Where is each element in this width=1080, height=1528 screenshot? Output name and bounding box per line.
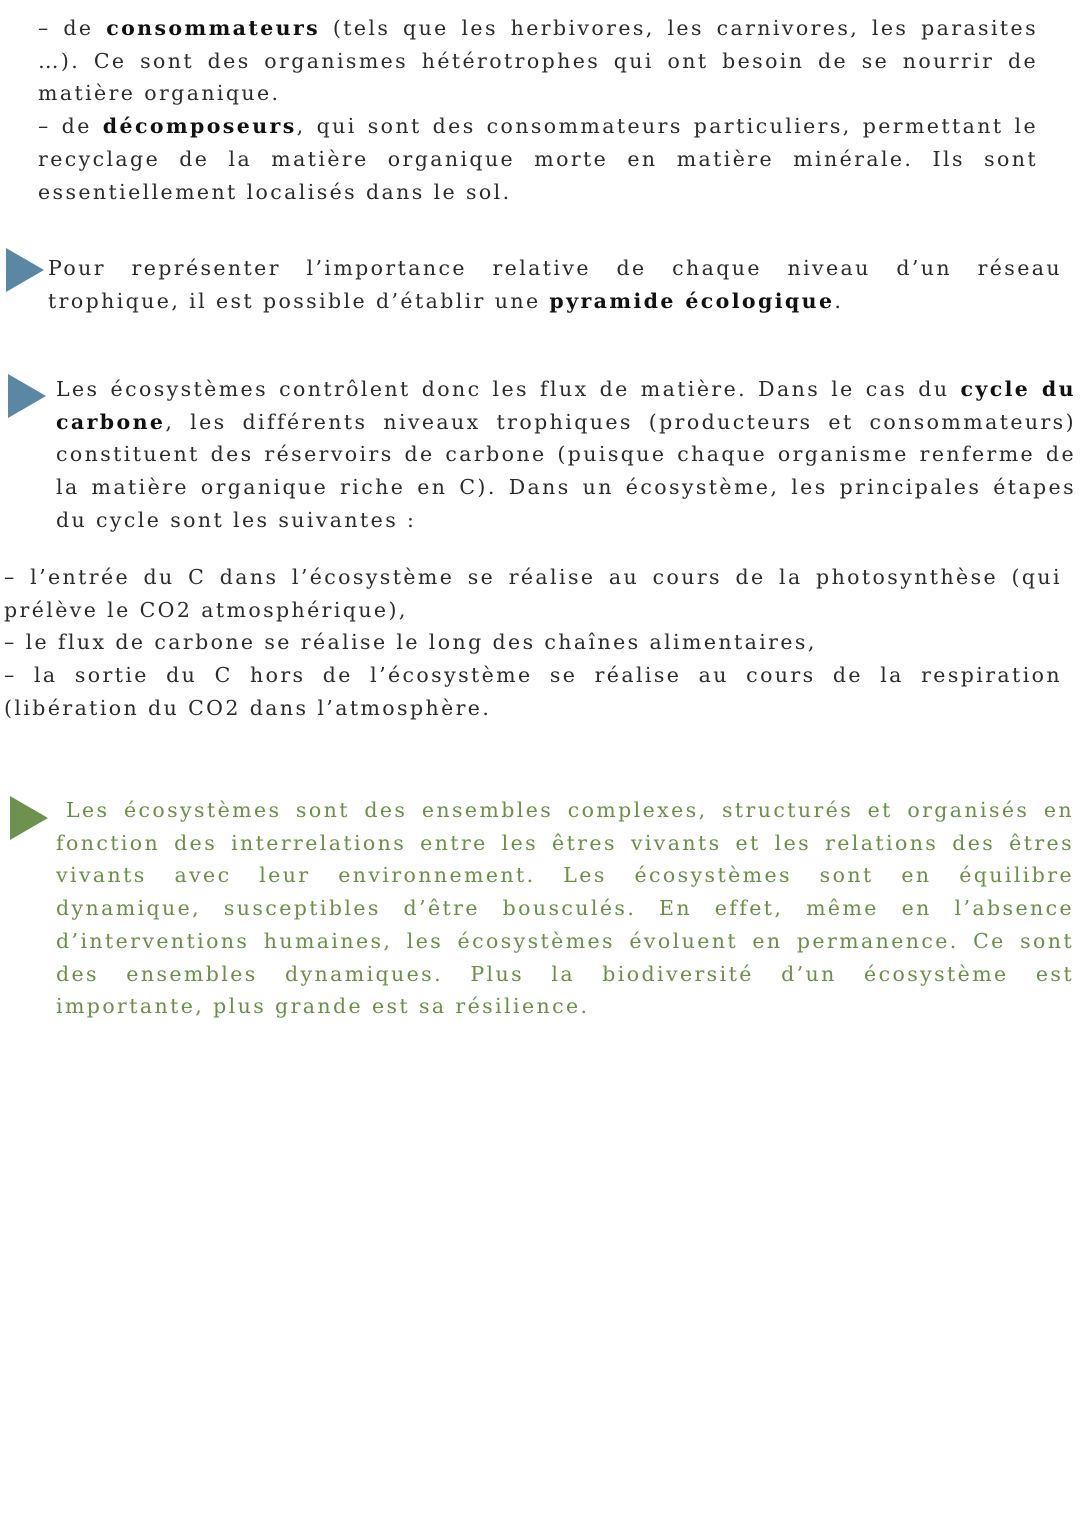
carbon-cycle-paragraph: Les écosystèmes contrôlent donc les flux de matière. Dans le cas du cycle du carbone, les différents niveaux trophiques (producteurs et consommateurs) constituent des réservoirs de carbone (puisque chaque organisme renferme de la matière organique riche en C). Dans un écosystème, les principales étapes du cycle sont les suivantes : (56, 377, 1076, 532)
arrow-right-icon (6, 248, 44, 292)
carbon-steps-list (4, 561, 1062, 725)
decomposers-term: décomposeurs (102, 114, 297, 139)
pyramid-term: pyramide écologique (549, 288, 835, 313)
list-item: – le flux de carbone se réalise le long des chaînes alimentaires, (4, 630, 817, 655)
decomposers-paragraph: – de décomposeurs, qui sont des consommateurs particuliers, permettant le recyclage de la matière organique morte en matière minérale. Ils sont essentiellement localisés dans le sol. (38, 114, 1038, 204)
ecosystems-section (56, 794, 1074, 1023)
arrow-right-icon (8, 374, 46, 418)
consumers-term: consommateurs (106, 16, 321, 40)
consumers-section (38, 12, 1038, 208)
arrow-right-icon (10, 796, 48, 840)
carbon-cycle-term: cycle du carbone (56, 377, 1076, 434)
consumers-paragraph: – de consommateurs (tels que les herbivores, les carnivores, les parasites …). Ce sont des organismes hétérotrophes qui ont besoin de se nourrir de matière organique. (38, 16, 1038, 106)
ecosystems-paragraph: Les écosystèmes sont des ensembles complexes, structurés et organisés en fonction des interrelations entre les êtres vivants et les relations des êtres vivants avec leur environnement. Les écosystèmes sont en équilibre dynamique, susceptibles d’être bousculés. En effet, même en l’absence d’interventions humaines, les écosystèmes évoluent en permanence. Ce sont des ensembles dynamiques. Plus la biodiversité d’un écosystème est importante, plus grande est sa résilience. (56, 798, 1074, 1019)
carbon-cycle-section (56, 373, 1076, 537)
pyramid-section (48, 252, 1062, 317)
list-item: – la sortie du C hors de l’écosystème se réalise au cours de la respiration (libération du CO2 dans l’atmosphère. (4, 663, 1062, 720)
pyramid-paragraph: Pour représenter l’importance relative de chaque niveau d’un réseau trophique, il est possible d’établir une pyramide écologique. (48, 256, 1062, 313)
list-item: – l’entrée du C dans l’écosystème se réalise au cours de la photosynthèse (qui prélève le CO2 atmosphérique), (4, 565, 1062, 622)
